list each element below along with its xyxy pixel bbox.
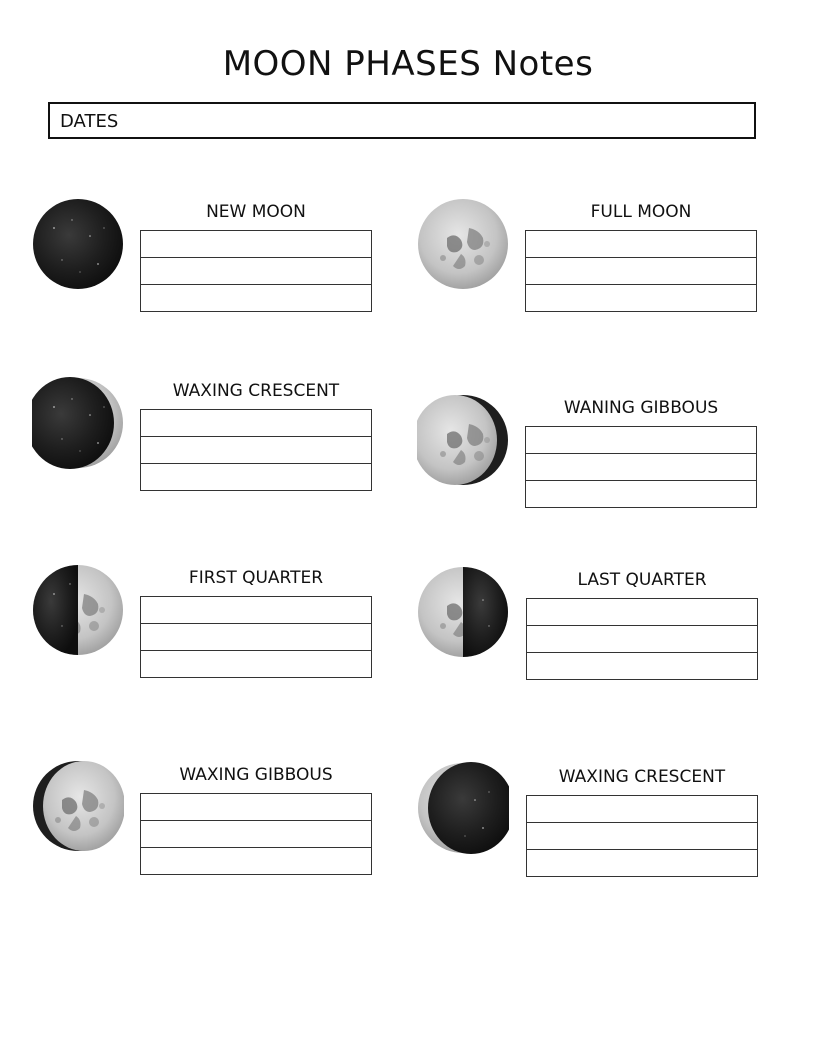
notes-lines-waning-gibbous[interactable]: [525, 426, 757, 508]
phase-label-waxing-crescent-2: WAXING CRESCENT: [558, 767, 726, 787]
dates-field[interactable]: [48, 102, 756, 139]
waxing-crescent-moon-icon: [32, 377, 124, 469]
phase-label-waxing-crescent: WAXING CRESCENT: [172, 381, 340, 401]
phase-label-waxing-gibbous: WAXING GIBBOUS: [179, 765, 333, 785]
phase-label-new-moon: NEW MOON: [206, 202, 306, 222]
page-title: MOON PHASES Notes: [222, 44, 594, 84]
new-moon-icon: [32, 198, 124, 290]
notes-lines-waxing-gibbous[interactable]: [140, 793, 372, 875]
full-moon-icon: [417, 198, 509, 290]
notes-lines-full-moon[interactable]: [525, 230, 757, 312]
waning-gibbous-moon-icon: [417, 394, 509, 486]
notes-lines-waxing-crescent-2[interactable]: [526, 795, 758, 877]
notes-lines-new-moon[interactable]: [140, 230, 372, 312]
crescent-moon-icon: [417, 762, 509, 854]
phase-label-full-moon: FULL MOON: [590, 202, 692, 222]
dates-label: DATES: [60, 111, 119, 132]
first-quarter-moon-icon: [32, 564, 124, 656]
phase-label-waning-gibbous: WANING GIBBOUS: [563, 398, 719, 418]
phase-label-last-quarter: LAST QUARTER: [577, 570, 707, 590]
phase-label-first-quarter: FIRST QUARTER: [188, 568, 324, 588]
last-quarter-moon-icon: [417, 566, 509, 658]
notes-lines-waxing-crescent[interactable]: [140, 409, 372, 491]
waxing-gibbous-moon-icon: [32, 760, 124, 852]
notes-lines-last-quarter[interactable]: [526, 598, 758, 680]
notes-lines-first-quarter[interactable]: [140, 596, 372, 678]
